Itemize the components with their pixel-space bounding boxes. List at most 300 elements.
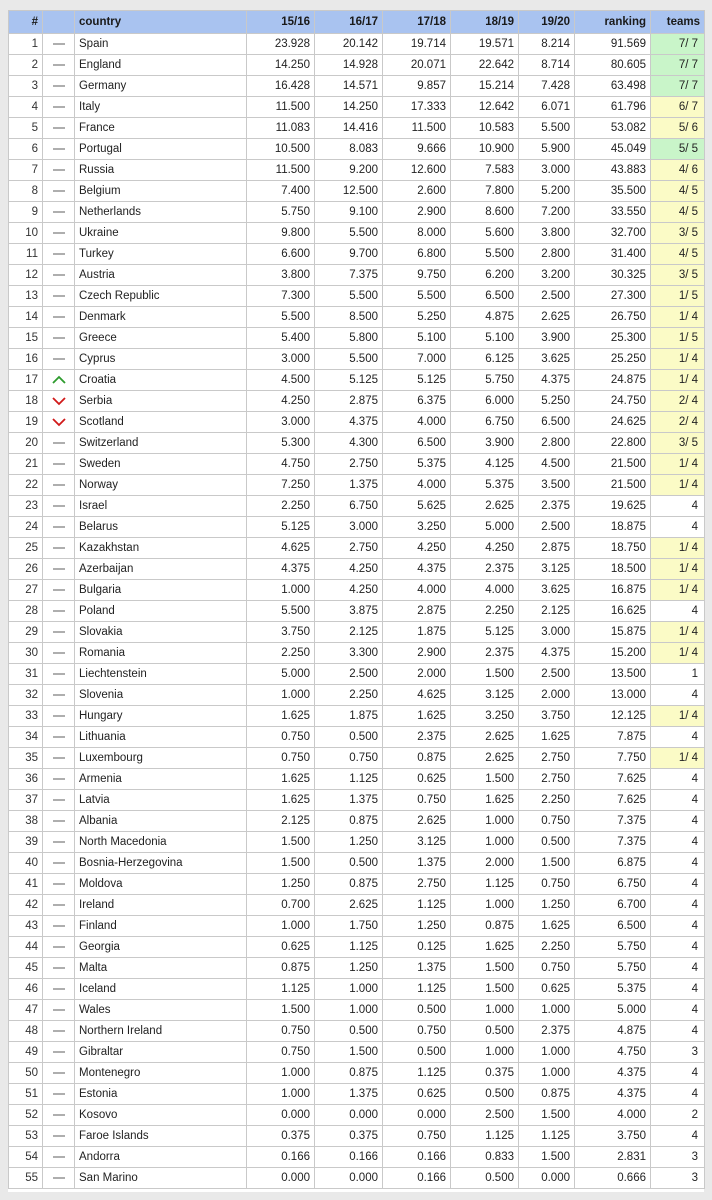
table-row[interactable] (9, 139, 705, 160)
table-row[interactable] (9, 979, 705, 1000)
row-season-17-18: 2.600 (383, 181, 451, 202)
row-teams: 1/ 5 (651, 328, 705, 349)
table-row[interactable] (9, 664, 705, 685)
row-trend-cell (43, 1126, 75, 1147)
row-season-17-18: 3.250 (383, 517, 451, 538)
row-season-15-16: 1.250 (247, 874, 315, 895)
row-ranking: 80.605 (575, 55, 651, 76)
row-rank: 3 (9, 76, 43, 97)
row-country: Croatia (75, 370, 247, 391)
trend-flat-icon (52, 1026, 66, 1036)
trend-flat-icon (52, 900, 66, 910)
table-row[interactable] (9, 937, 705, 958)
row-season-15-16: 4.500 (247, 370, 315, 391)
row-ranking: 4.375 (575, 1084, 651, 1105)
row-trend-cell (43, 76, 75, 97)
row-ranking: 15.200 (575, 643, 651, 664)
row-season-16-17: 1.125 (315, 937, 383, 958)
table-body (9, 34, 705, 1189)
header-rank[interactable]: # (9, 11, 43, 34)
row-season-19-20: 1.625 (519, 727, 575, 748)
row-season-17-18: 0.750 (383, 1021, 451, 1042)
trend-flat-icon (52, 123, 66, 133)
row-country: Romania (75, 643, 247, 664)
row-season-17-18: 4.000 (383, 475, 451, 496)
table-row[interactable] (9, 181, 705, 202)
row-season-19-20: 3.500 (519, 475, 575, 496)
table-row[interactable] (9, 1126, 705, 1147)
row-season-17-18: 0.166 (383, 1168, 451, 1189)
trend-flat-icon (52, 81, 66, 91)
row-season-15-16: 16.428 (247, 76, 315, 97)
row-season-18-19: 7.583 (451, 160, 519, 181)
row-season-19-20: 1.000 (519, 1042, 575, 1063)
row-teams: 1/ 4 (651, 643, 705, 664)
row-season-19-20: 3.750 (519, 706, 575, 727)
header-trend[interactable] (43, 11, 75, 34)
row-country: Czech Republic (75, 286, 247, 307)
row-season-15-16: 11.083 (247, 118, 315, 139)
table-row[interactable] (9, 916, 705, 937)
row-trend-cell (43, 958, 75, 979)
trend-flat-icon (52, 438, 66, 448)
row-season-15-16: 7.300 (247, 286, 315, 307)
row-season-15-16: 2.125 (247, 811, 315, 832)
row-season-18-19: 1.625 (451, 937, 519, 958)
table-row[interactable] (9, 412, 705, 433)
row-ranking: 25.300 (575, 328, 651, 349)
row-teams: 4 (651, 601, 705, 622)
row-ranking: 12.125 (575, 706, 651, 727)
table-row[interactable] (9, 727, 705, 748)
row-season-15-16: 1.500 (247, 832, 315, 853)
row-season-17-18: 17.333 (383, 97, 451, 118)
trend-flat-icon (52, 1089, 66, 1099)
row-trend-cell (43, 34, 75, 55)
row-rank: 31 (9, 664, 43, 685)
row-season-15-16: 1.500 (247, 853, 315, 874)
row-trend-cell (43, 328, 75, 349)
row-teams: 4 (651, 979, 705, 1000)
row-trend-cell (43, 811, 75, 832)
row-season-19-20: 8.214 (519, 34, 575, 55)
row-season-19-20: 2.250 (519, 937, 575, 958)
row-rank: 26 (9, 559, 43, 580)
row-season-19-20: 6.500 (519, 412, 575, 433)
header-ranking[interactable]: ranking (575, 11, 651, 34)
row-rank: 4 (9, 97, 43, 118)
table-row[interactable] (9, 832, 705, 853)
row-season-18-19: 0.833 (451, 1147, 519, 1168)
table-row[interactable] (9, 223, 705, 244)
table-row[interactable] (9, 580, 705, 601)
row-season-17-18: 0.125 (383, 937, 451, 958)
row-trend-cell (43, 1000, 75, 1021)
row-season-18-19: 2.375 (451, 643, 519, 664)
row-ranking: 4.750 (575, 1042, 651, 1063)
row-ranking: 18.875 (575, 517, 651, 538)
row-teams: 7/ 7 (651, 34, 705, 55)
table-row[interactable] (9, 643, 705, 664)
row-season-18-19: 4.000 (451, 580, 519, 601)
trend-flat-icon (52, 354, 66, 364)
trend-flat-icon (52, 1173, 66, 1183)
trend-flat-icon (52, 753, 66, 763)
row-season-16-17: 1.875 (315, 706, 383, 727)
row-rank: 8 (9, 181, 43, 202)
row-season-16-17: 9.200 (315, 160, 383, 181)
row-teams: 1/ 4 (651, 454, 705, 475)
row-season-19-20: 1.000 (519, 1063, 575, 1084)
row-trend-cell (43, 727, 75, 748)
row-season-15-16: 5.300 (247, 433, 315, 454)
row-teams: 4 (651, 496, 705, 517)
header-season-18-19[interactable]: 18/19 (451, 11, 519, 34)
row-rank: 17 (9, 370, 43, 391)
row-country: Estonia (75, 1084, 247, 1105)
table-row[interactable] (9, 307, 705, 328)
row-season-17-18: 1.625 (383, 706, 451, 727)
row-teams: 5/ 6 (651, 118, 705, 139)
table-row[interactable] (9, 685, 705, 706)
row-ranking: 5.750 (575, 958, 651, 979)
row-season-17-18: 1.250 (383, 916, 451, 937)
table-row[interactable] (9, 97, 705, 118)
row-country: Moldova (75, 874, 247, 895)
row-ranking: 31.400 (575, 244, 651, 265)
row-rank: 5 (9, 118, 43, 139)
trend-flat-icon (52, 816, 66, 826)
row-rank: 50 (9, 1063, 43, 1084)
row-season-15-16: 5.125 (247, 517, 315, 538)
row-season-16-17: 8.083 (315, 139, 383, 160)
row-country: Turkey (75, 244, 247, 265)
row-rank: 10 (9, 223, 43, 244)
row-season-17-18: 0.625 (383, 1084, 451, 1105)
row-ranking: 24.875 (575, 370, 651, 391)
row-season-16-17: 4.300 (315, 433, 383, 454)
row-season-18-19: 2.625 (451, 748, 519, 769)
row-season-19-20: 0.750 (519, 874, 575, 895)
row-season-17-18: 9.857 (383, 76, 451, 97)
table-row[interactable] (9, 55, 705, 76)
row-season-16-17: 6.750 (315, 496, 383, 517)
table-row[interactable] (9, 496, 705, 517)
table-row[interactable] (9, 1147, 705, 1168)
table-row[interactable] (9, 601, 705, 622)
row-trend-cell (43, 748, 75, 769)
table-row[interactable] (9, 370, 705, 391)
row-country: North Macedonia (75, 832, 247, 853)
row-season-18-19: 1.125 (451, 1126, 519, 1147)
table-row[interactable] (9, 748, 705, 769)
row-season-17-18: 5.125 (383, 370, 451, 391)
row-season-16-17: 4.375 (315, 412, 383, 433)
row-trend-cell (43, 790, 75, 811)
table-row[interactable] (9, 244, 705, 265)
table-row[interactable] (9, 790, 705, 811)
row-season-18-19: 5.000 (451, 517, 519, 538)
row-season-18-19: 5.125 (451, 622, 519, 643)
row-teams: 4 (651, 811, 705, 832)
row-season-17-18: 5.500 (383, 286, 451, 307)
row-season-18-19: 8.600 (451, 202, 519, 223)
row-season-17-18: 4.250 (383, 538, 451, 559)
row-trend-cell (43, 433, 75, 454)
row-season-16-17: 1.750 (315, 916, 383, 937)
row-trend-cell (43, 979, 75, 1000)
table-row[interactable] (9, 853, 705, 874)
table-row[interactable] (9, 118, 705, 139)
row-trend-cell (43, 916, 75, 937)
row-teams: 1/ 4 (651, 307, 705, 328)
row-country: Italy (75, 97, 247, 118)
row-season-17-18: 12.600 (383, 160, 451, 181)
row-trend-cell (43, 244, 75, 265)
table-row[interactable] (9, 475, 705, 496)
table-row[interactable] (9, 433, 705, 454)
table-row[interactable] (9, 160, 705, 181)
row-season-19-20: 5.900 (519, 139, 575, 160)
trend-flat-icon (52, 774, 66, 784)
row-season-19-20: 2.750 (519, 769, 575, 790)
table-row[interactable] (9, 1021, 705, 1042)
row-trend-cell (43, 1105, 75, 1126)
row-season-16-17: 5.800 (315, 328, 383, 349)
row-season-16-17: 14.571 (315, 76, 383, 97)
row-season-19-20: 8.714 (519, 55, 575, 76)
header-season-17-18[interactable]: 17/18 (383, 11, 451, 34)
row-country: France (75, 118, 247, 139)
row-country: Albania (75, 811, 247, 832)
row-country: Faroe Islands (75, 1126, 247, 1147)
table-row[interactable] (9, 328, 705, 349)
row-teams: 4 (651, 874, 705, 895)
row-season-17-18: 4.000 (383, 580, 451, 601)
table-row[interactable] (9, 622, 705, 643)
row-season-17-18: 0.166 (383, 1147, 451, 1168)
row-rank: 25 (9, 538, 43, 559)
header-season-15-16[interactable]: 15/16 (247, 11, 315, 34)
row-trend-cell (43, 475, 75, 496)
row-country: Poland (75, 601, 247, 622)
row-trend-cell (43, 874, 75, 895)
row-season-15-16: 5.500 (247, 307, 315, 328)
row-ranking: 43.883 (575, 160, 651, 181)
row-season-17-18: 5.375 (383, 454, 451, 475)
trend-flat-icon (52, 711, 66, 721)
row-season-15-16: 1.625 (247, 706, 315, 727)
row-trend-cell (43, 895, 75, 916)
table-row[interactable] (9, 517, 705, 538)
row-ranking: 6.875 (575, 853, 651, 874)
row-season-16-17: 2.500 (315, 664, 383, 685)
row-ranking: 16.875 (575, 580, 651, 601)
row-ranking: 6.700 (575, 895, 651, 916)
row-season-15-16: 23.928 (247, 34, 315, 55)
table-row[interactable] (9, 349, 705, 370)
row-season-17-18: 2.900 (383, 643, 451, 664)
row-season-18-19: 1.000 (451, 811, 519, 832)
trend-flat-icon (52, 627, 66, 637)
row-rank: 46 (9, 979, 43, 1000)
trend-flat-icon (52, 39, 66, 49)
row-season-18-19: 2.500 (451, 1105, 519, 1126)
table-row[interactable] (9, 1105, 705, 1126)
row-season-18-19: 0.875 (451, 916, 519, 937)
row-season-17-18: 2.000 (383, 664, 451, 685)
table-row[interactable] (9, 76, 705, 97)
table-row[interactable] (9, 202, 705, 223)
row-teams: 4 (651, 895, 705, 916)
row-country: Serbia (75, 391, 247, 412)
row-country: Spain (75, 34, 247, 55)
row-teams: 1/ 5 (651, 286, 705, 307)
row-trend-cell (43, 685, 75, 706)
table-row[interactable] (9, 1000, 705, 1021)
row-season-15-16: 11.500 (247, 160, 315, 181)
table-row[interactable] (9, 958, 705, 979)
row-country: Azerbaijan (75, 559, 247, 580)
row-season-17-18: 2.900 (383, 202, 451, 223)
row-ranking: 22.800 (575, 433, 651, 454)
row-ranking: 35.500 (575, 181, 651, 202)
row-teams: 7/ 7 (651, 55, 705, 76)
row-season-18-19: 1.500 (451, 769, 519, 790)
table-row[interactable] (9, 706, 705, 727)
table-row[interactable] (9, 874, 705, 895)
row-ranking: 24.750 (575, 391, 651, 412)
row-ranking: 19.625 (575, 496, 651, 517)
row-season-19-20: 6.071 (519, 97, 575, 118)
row-season-17-18: 1.125 (383, 979, 451, 1000)
row-season-18-19: 1.625 (451, 790, 519, 811)
row-country: Germany (75, 76, 247, 97)
row-country: Ireland (75, 895, 247, 916)
trend-flat-icon (52, 648, 66, 658)
row-ranking: 15.875 (575, 622, 651, 643)
row-trend-cell (43, 643, 75, 664)
row-trend-cell (43, 286, 75, 307)
table-row[interactable] (9, 454, 705, 475)
row-ranking: 21.500 (575, 454, 651, 475)
row-season-17-18: 2.625 (383, 811, 451, 832)
trend-flat-icon (52, 963, 66, 973)
table-row[interactable] (9, 538, 705, 559)
row-ranking: 6.500 (575, 916, 651, 937)
row-teams: 4 (651, 1126, 705, 1147)
row-season-17-18: 2.375 (383, 727, 451, 748)
row-season-15-16: 0.700 (247, 895, 315, 916)
header-country[interactable]: country (75, 11, 247, 34)
row-season-18-19: 1.000 (451, 895, 519, 916)
row-season-18-19: 2.375 (451, 559, 519, 580)
table-row[interactable] (9, 769, 705, 790)
table-row[interactable] (9, 1084, 705, 1105)
row-season-16-17: 14.416 (315, 118, 383, 139)
row-season-19-20: 0.875 (519, 1084, 575, 1105)
row-rank: 20 (9, 433, 43, 454)
row-rank: 48 (9, 1021, 43, 1042)
row-season-17-18: 9.750 (383, 265, 451, 286)
row-trend-cell (43, 454, 75, 475)
table-row[interactable] (9, 286, 705, 307)
row-season-16-17: 14.928 (315, 55, 383, 76)
row-country: Lithuania (75, 727, 247, 748)
row-season-19-20: 4.375 (519, 370, 575, 391)
table-row[interactable] (9, 559, 705, 580)
row-season-18-19: 3.900 (451, 433, 519, 454)
row-season-17-18: 5.250 (383, 307, 451, 328)
row-teams: 3/ 5 (651, 223, 705, 244)
row-rank: 16 (9, 349, 43, 370)
row-rank: 22 (9, 475, 43, 496)
row-rank: 24 (9, 517, 43, 538)
row-season-18-19: 6.750 (451, 412, 519, 433)
row-ranking: 18.500 (575, 559, 651, 580)
header-season-16-17[interactable]: 16/17 (315, 11, 383, 34)
row-season-16-17: 2.625 (315, 895, 383, 916)
row-season-19-20: 1.625 (519, 916, 575, 937)
trend-flat-icon (52, 858, 66, 868)
row-season-15-16: 10.500 (247, 139, 315, 160)
table-row[interactable] (9, 265, 705, 286)
header-teams[interactable]: teams (651, 11, 705, 34)
row-season-19-20: 3.625 (519, 349, 575, 370)
table-row[interactable] (9, 34, 705, 55)
row-trend-cell (43, 601, 75, 622)
row-season-17-18: 0.500 (383, 1000, 451, 1021)
trend-flat-icon (52, 669, 66, 679)
row-teams: 4 (651, 832, 705, 853)
trend-flat-icon (52, 1131, 66, 1141)
row-rank: 28 (9, 601, 43, 622)
row-season-15-16: 0.166 (247, 1147, 315, 1168)
trend-flat-icon (52, 480, 66, 490)
row-trend-cell (43, 496, 75, 517)
row-season-16-17: 1.500 (315, 1042, 383, 1063)
row-season-17-18: 4.000 (383, 412, 451, 433)
row-trend-cell (43, 181, 75, 202)
row-season-16-17: 4.250 (315, 559, 383, 580)
row-trend-cell (43, 265, 75, 286)
row-trend-cell (43, 118, 75, 139)
row-teams: 1/ 4 (651, 370, 705, 391)
row-season-15-16: 5.500 (247, 601, 315, 622)
trend-flat-icon (52, 165, 66, 175)
table-row[interactable] (9, 895, 705, 916)
row-teams: 4 (651, 1084, 705, 1105)
row-ranking: 6.750 (575, 874, 651, 895)
row-season-15-16: 0.750 (247, 1042, 315, 1063)
row-rank: 2 (9, 55, 43, 76)
row-season-17-18: 2.750 (383, 874, 451, 895)
row-country: Montenegro (75, 1063, 247, 1084)
table-row[interactable] (9, 391, 705, 412)
table-row[interactable] (9, 1063, 705, 1084)
row-country: Finland (75, 916, 247, 937)
table-row[interactable] (9, 1168, 705, 1189)
header-season-19-20[interactable]: 19/20 (519, 11, 575, 34)
row-country: Israel (75, 496, 247, 517)
row-season-19-20: 2.375 (519, 496, 575, 517)
row-ranking: 16.625 (575, 601, 651, 622)
table-row[interactable] (9, 1042, 705, 1063)
row-teams: 4 (651, 916, 705, 937)
table-row[interactable] (9, 811, 705, 832)
row-ranking: 7.750 (575, 748, 651, 769)
row-season-15-16: 4.250 (247, 391, 315, 412)
